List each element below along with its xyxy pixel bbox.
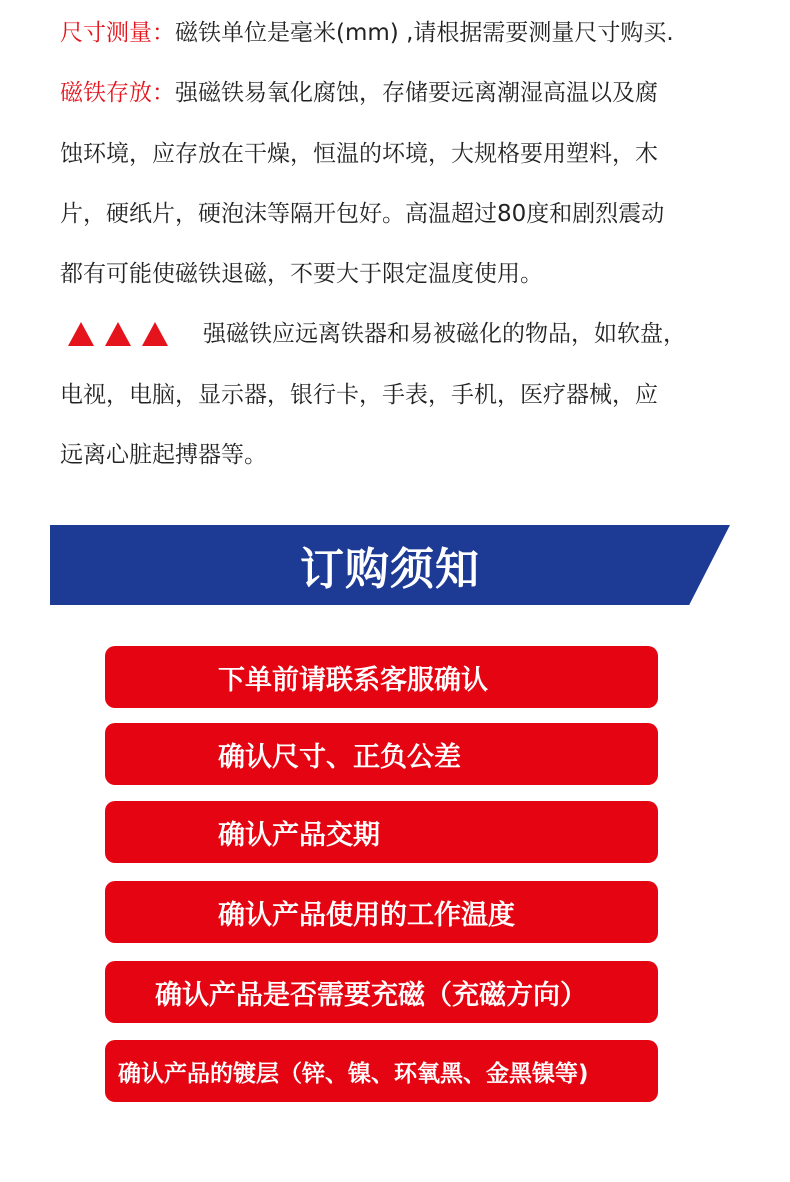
warning-triangles (60, 322, 179, 346)
order-item-label: 确认产品是否需要充磁（充磁方向） (155, 979, 587, 1011)
size-measure-label: 尺寸测量： (60, 20, 175, 46)
order-item-magnetization[interactable] (105, 961, 658, 1023)
storage-line-3: 片，硬纸片，硬泡沫等隔开包好。高温超过80度和剧烈震动 (60, 201, 665, 227)
warning-triangle-icon (142, 322, 168, 346)
order-item-label: 下单前请联系客服确认 (218, 664, 488, 696)
storage-label: 磁铁存放： (60, 80, 175, 106)
storage-line-2: 蚀环境，应存放在干燥，恒温的坏境，大规格要用塑料，木 (60, 141, 658, 167)
order-item-label: 确认产品的镀层（锌、镍、环氧黑、金黑镍等) (118, 1060, 589, 1087)
order-notice-title: 订购须知 (300, 544, 480, 595)
warning-triangle-icon (105, 322, 131, 346)
storage-text-1: 强磁铁易氧化腐蚀，存储要远离潮湿高温以及腐 (175, 80, 658, 106)
warning-line-2: 电视，电脑，显示器，银行卡，手表，手机，医疗器械，应 (60, 382, 658, 408)
size-measure-line (60, 18, 674, 48)
order-item-size-tolerance[interactable] (105, 723, 658, 785)
order-item-coating[interactable] (105, 1040, 658, 1102)
order-item-label: 确认产品交期 (218, 819, 380, 851)
warning-line-3: 远离心脏起搏器等。 (60, 442, 267, 468)
storage-line-4: 都有可能使磁铁退磁，不要大于限定温度使用。 (60, 261, 543, 287)
order-item-label: 确认产品使用的工作温度 (218, 899, 515, 931)
order-item-working-temperature[interactable] (105, 881, 658, 943)
warning-line-1 (60, 319, 686, 349)
order-item-label: 确认尺寸、正负公差 (218, 741, 461, 773)
warning-text-1: 强磁铁应远离铁器和易被磁化的物品，如软盘， (203, 321, 686, 347)
order-item-delivery-time[interactable] (105, 801, 658, 863)
storage-line-1 (60, 78, 658, 108)
order-item-contact-service[interactable] (105, 646, 658, 708)
warning-triangle-icon (68, 322, 94, 346)
size-measure-text: 磁铁单位是毫米(mm) ,请根据需要测量尺寸购买. (175, 20, 674, 46)
